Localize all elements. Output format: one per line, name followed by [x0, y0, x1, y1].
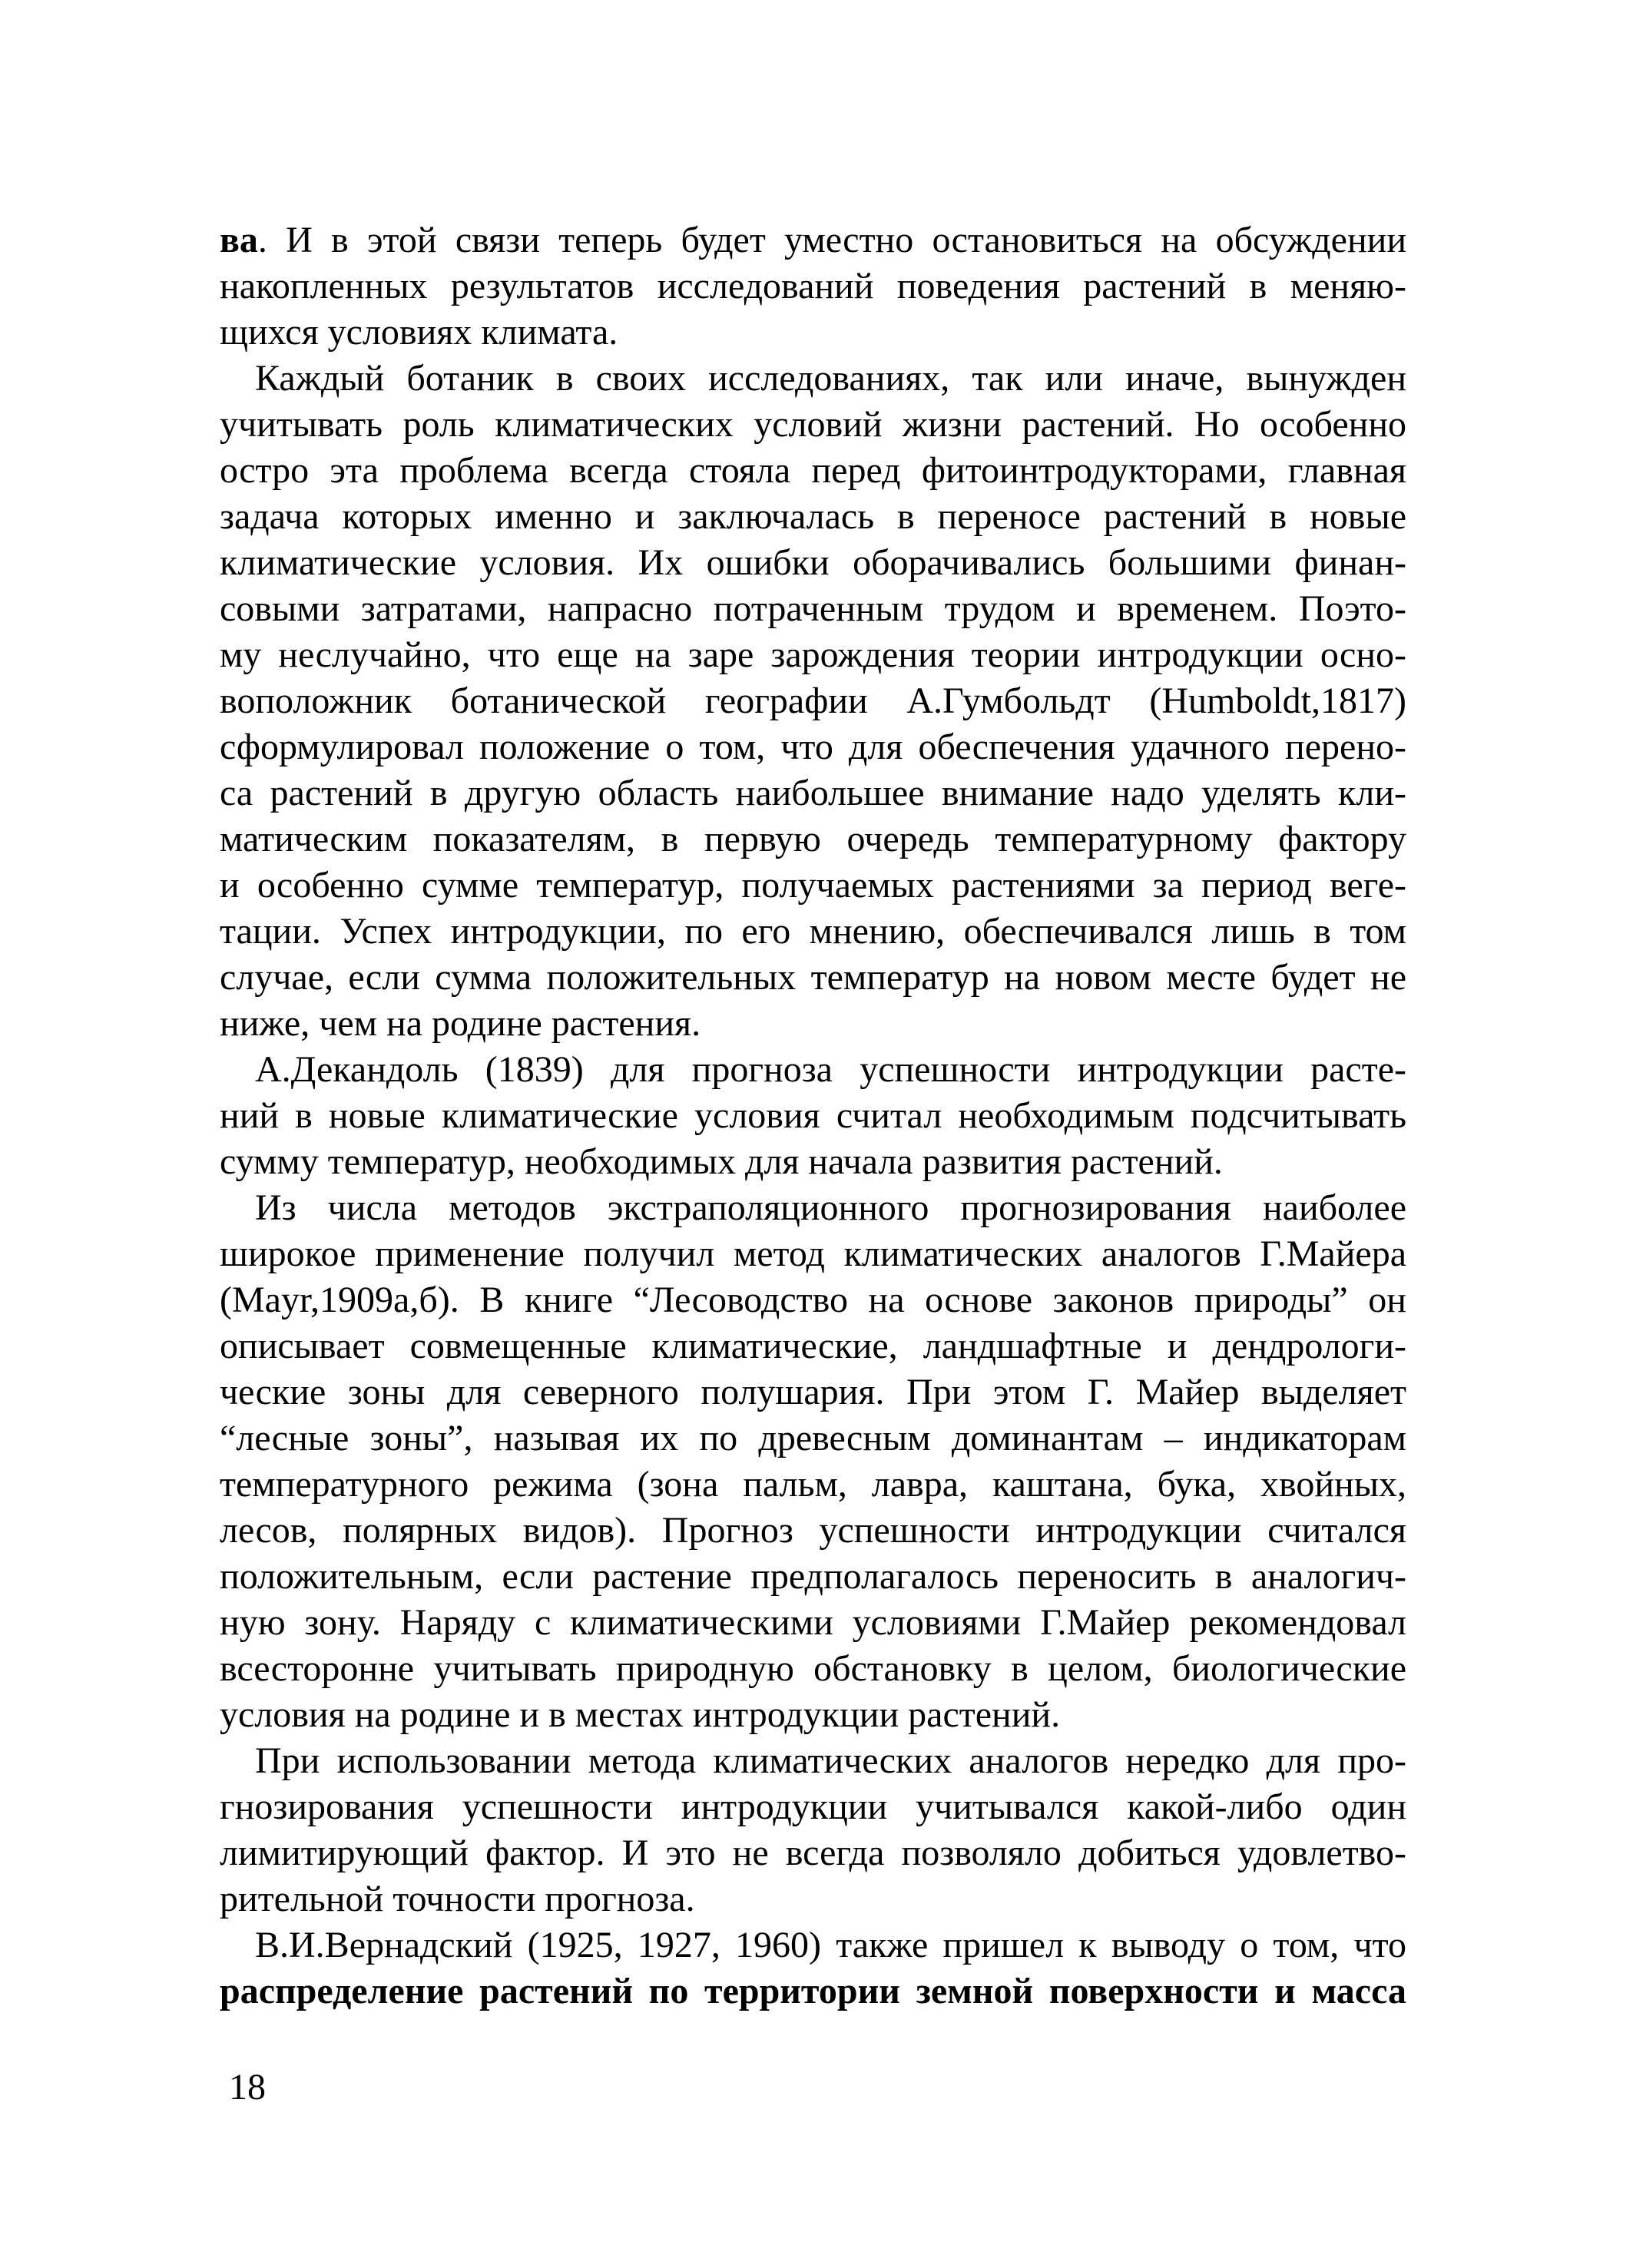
text-segment: остро эта проблема всегда стояла перед фитоинтродукторами, главная — [220, 450, 1406, 491]
text-segment: и особенно сумме температур, получаемых растениями за период веге- — [220, 865, 1406, 906]
text-line — [220, 1277, 1406, 1323]
text-segment: положительным, если растение предполагалось переносить в аналогич- — [220, 1556, 1406, 1597]
text-segment: всесторонне учитывать природную обстановку в целом, биологические — [220, 1648, 1406, 1689]
text-segment: совыми затратами, напрасно потраченным трудом и временем. Поэто- — [220, 588, 1406, 629]
text-segment: Каждый ботаник в своих исследованиях, так или иначе, вынужден — [255, 358, 1406, 399]
text-segment: щихся условиях климата. — [220, 312, 618, 353]
text-line — [220, 1922, 1406, 1968]
text-line — [220, 1323, 1406, 1369]
text-segment: накопленных результатов исследований поведения растений в меняю- — [220, 266, 1406, 306]
text-segment: В.И.Вернадский (1925, 1927, 1960) также пришел к выводу о том, что — [255, 1925, 1406, 1965]
paragraph-5 — [220, 1738, 1406, 1922]
text-segment: воположник ботанической географии А.Гумбольдт (Humboldt,1817) — [220, 680, 1406, 721]
text-line — [220, 1462, 1406, 1508]
text-line — [220, 1093, 1406, 1139]
text-line — [220, 1231, 1406, 1277]
text-segment: му неслучайно, что еще на заре зарождения теории интродукции осно- — [220, 634, 1406, 675]
text-segment: температурного режима (зона пальм, лавра, каштана, бука, хвойных, — [220, 1464, 1406, 1505]
text-segment: При использовании метода климатических аналогов нередко для про- — [255, 1740, 1406, 1781]
text-segment: . И в этой связи теперь будет уместно остановиться на обсуждении — [257, 220, 1406, 260]
text-line — [220, 1415, 1406, 1462]
text-line — [220, 909, 1406, 955]
text-line — [220, 1001, 1406, 1047]
text-segment: ческие зоны для северного полушария. При этом Г. Майер выделяет — [220, 1372, 1406, 1412]
text-segment: “лесные зоны”, называя их по древесным доминантам – индикаторам — [220, 1418, 1406, 1458]
paragraph-1 — [220, 217, 1406, 356]
paragraph-2 — [220, 356, 1406, 1047]
text-line — [220, 1646, 1406, 1692]
text-segment: условия на родине и в местах интродукции растений. — [220, 1694, 1061, 1735]
bold-text-segment: ва — [220, 220, 258, 260]
text-line — [220, 1554, 1406, 1600]
text-line — [220, 540, 1406, 586]
text-line — [220, 586, 1406, 632]
text-segment: лесов, полярных видов). Прогноз успешности интродукции считался — [220, 1510, 1406, 1551]
text-line — [220, 678, 1406, 724]
bold-text-segment: распределение растений по территории земной поверхности и масса — [220, 1971, 1406, 2011]
text-segment: сумму температур, необходимых для начала развития растений. — [220, 1141, 1223, 1182]
text-segment: Из числа методов экстраполяционного прогнозирования наиболее — [255, 1187, 1406, 1228]
text-segment: ниже, чем на родине растения. — [220, 1003, 701, 1044]
text-segment: рительной точности прогноза. — [220, 1879, 695, 1919]
text-segment: ную зону. Наряду с климатическими условиями Г.Майер рекомендовал — [220, 1602, 1406, 1643]
text-line — [220, 217, 1406, 263]
text-segment: случае, если сумма положительных температур на новом месте будет не — [220, 957, 1406, 998]
text-line — [220, 1369, 1406, 1415]
text-line — [220, 1139, 1406, 1185]
paragraph-3 — [220, 1047, 1406, 1185]
text-segment: гнозирования успешности интродукции учитывался какой-либо один — [220, 1786, 1406, 1827]
text-segment: тации. Успех интродукции, по его мнению, обеспечивался лишь в том — [220, 911, 1406, 952]
text-segment: ний в новые климатические условия считал необходимым подсчитывать — [220, 1095, 1406, 1136]
text-line — [220, 402, 1406, 448]
text-segment: сформулировал положение о том, что для обеспечения удачного перено- — [220, 727, 1406, 767]
text-line — [220, 955, 1406, 1001]
text-segment: А.Декандоль (1839) для прогноза успешности интродукции расте- — [255, 1049, 1406, 1090]
text-line — [220, 632, 1406, 678]
text-segment: матическим показателям, в первую очередь температурному фактору — [220, 819, 1406, 859]
text-line — [220, 1692, 1406, 1738]
paragraph-4 — [220, 1185, 1406, 1738]
text-column — [220, 217, 1406, 2015]
text-line — [220, 356, 1406, 402]
text-segment: са растений в другую область наибольшее внимание надо уделять кли- — [220, 773, 1406, 813]
text-line — [220, 310, 1406, 356]
text-segment: (Mayr,1909а,б). В книге “Лесоводство на основе законов природы” он — [220, 1280, 1406, 1320]
paragraph-6 — [220, 1922, 1406, 2015]
text-line — [220, 724, 1406, 770]
text-segment: лимитирующий фактор. И это не всегда позволяло добиться удовлетво- — [220, 1833, 1406, 1873]
text-line — [220, 1968, 1406, 2015]
text-segment: задача которых именно и заключалась в переносе растений в новые — [220, 496, 1406, 537]
text-segment: климатические условия. Их ошибки оборачивались большими финан- — [220, 542, 1406, 583]
text-line — [220, 494, 1406, 540]
text-line — [220, 448, 1406, 494]
text-segment: учитывать роль климатических условий жизни растений. Но особенно — [220, 404, 1406, 445]
text-line — [220, 263, 1406, 310]
text-line — [220, 1738, 1406, 1784]
text-line — [220, 770, 1406, 816]
text-line — [220, 1185, 1406, 1231]
page-number: 18 — [229, 2067, 266, 2107]
text-line — [220, 1508, 1406, 1554]
text-line — [220, 1600, 1406, 1646]
text-line — [220, 816, 1406, 863]
text-line — [220, 863, 1406, 909]
text-line — [220, 1784, 1406, 1830]
text-line — [220, 1047, 1406, 1093]
text-segment: широкое применение получил метод климатических аналогов Г.Майера — [220, 1233, 1406, 1274]
text-line — [220, 1830, 1406, 1876]
text-line — [220, 1876, 1406, 1922]
text-segment: описывает совмещенные климатические, ландшафтные и дендрологи- — [220, 1326, 1406, 1366]
